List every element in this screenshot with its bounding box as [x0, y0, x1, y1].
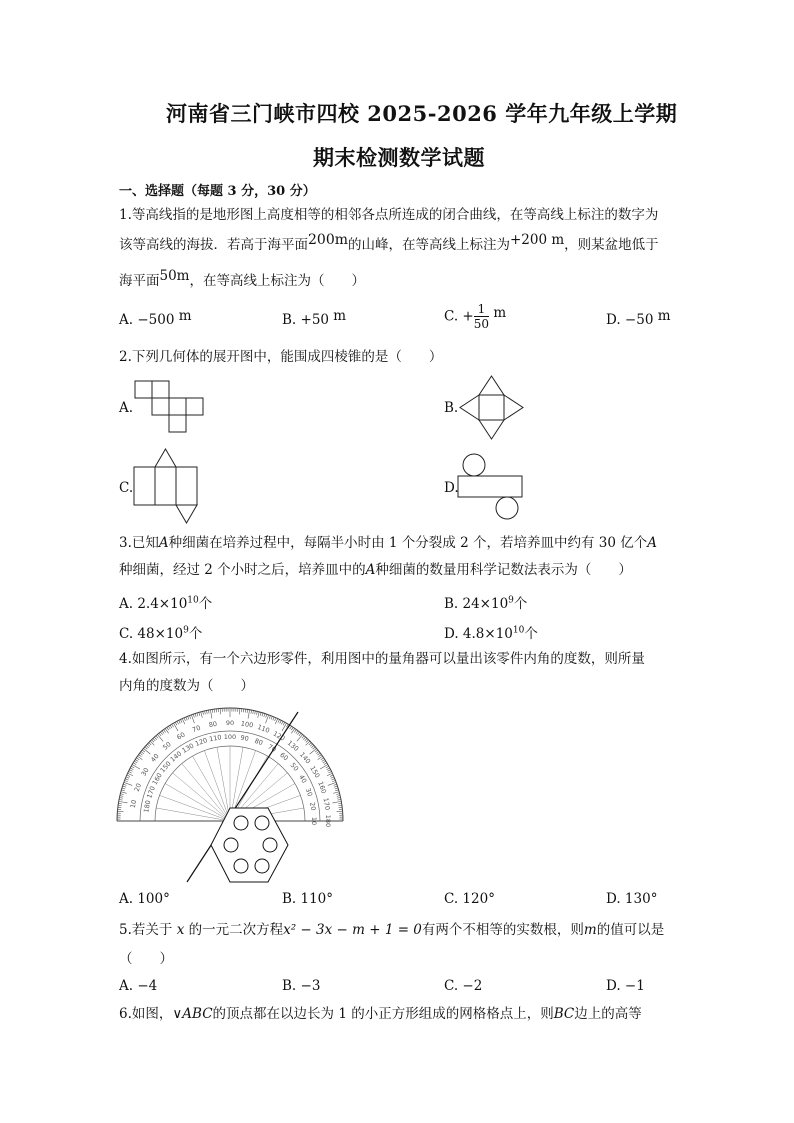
- q1-option-c-unit: m: [493, 304, 507, 321]
- protractor-tick: [305, 738, 307, 741]
- protractor-tick: [269, 716, 270, 719]
- protractor-tick: [121, 792, 127, 794]
- protractor-tick: [119, 798, 122, 799]
- q3-text: 种细菌在培养过程中，每隔半小时由 1 个分裂成 2 个，若培养皿中约有 30 亿个: [168, 535, 648, 551]
- protractor-tick: [273, 717, 274, 720]
- q1-stem-line1: 1.等高线指的是地形图上高度相等的相邻各点所连成的闭合曲线，在等高线上标注的数字为: [119, 207, 659, 223]
- protractor-tick: [121, 790, 124, 791]
- protractor-inner-label: 130: [180, 741, 196, 755]
- protractor-tick: [128, 773, 133, 776]
- q6-text: 边上的高等: [574, 1006, 642, 1022]
- protractor-tick: [315, 750, 318, 752]
- protractor-tick: [164, 730, 166, 733]
- q5-text: 的一元二次方程: [188, 922, 284, 938]
- protractor-tick: [120, 796, 123, 797]
- protractor-tick: [159, 733, 161, 736]
- protractor-inner-label: 180: [142, 799, 153, 814]
- protractor-tick: [126, 777, 129, 778]
- q1-text: ，在等高线上标注为（ ）: [189, 273, 365, 289]
- protractor-tick: [141, 751, 144, 753]
- q2-stem: 2.下列几何体的展开图中，能围成四棱锥的是（ ）: [119, 349, 443, 365]
- protractor-tick: [256, 711, 257, 714]
- protractor-inner-label: 170: [145, 785, 157, 800]
- protractor-tick: [154, 737, 156, 740]
- protractor-outer-label: 140: [298, 750, 313, 766]
- protractor-tick: [330, 775, 333, 776]
- protractor-tick: [332, 801, 341, 803]
- protractor-tick: [311, 745, 314, 747]
- protractor-tick: [319, 755, 322, 757]
- protractor-tick: [177, 721, 179, 724]
- protractor-tick: [322, 759, 325, 761]
- q5-var: m: [583, 922, 597, 938]
- protractor-tick: [182, 719, 185, 724]
- protractor-tick: [337, 796, 340, 797]
- q2-option-d: D.: [444, 480, 459, 496]
- protractor-outer-label: 120: [271, 729, 287, 743]
- protractor-tick: [334, 784, 337, 785]
- q1-height: 200m: [308, 232, 348, 248]
- q5-equation: x² − 3x − m + 1 = 0: [283, 922, 422, 938]
- protractor-outer-label: 30: [139, 766, 151, 778]
- q1-option-b-text: B. +50: [282, 312, 329, 328]
- protractor-outer-label: 10: [128, 799, 139, 809]
- protractor-tick: [180, 719, 182, 722]
- q1-text: 的山峰，在等高线上标注为: [348, 237, 510, 253]
- protractor-tick: [317, 753, 320, 755]
- protractor-tick: [208, 710, 209, 713]
- q3-var: A: [365, 562, 376, 578]
- protractor-tick: [328, 771, 331, 773]
- q1-option-d-unit: m: [657, 308, 671, 324]
- protractor-tick: [309, 743, 312, 745]
- protractor-tick: [310, 748, 317, 754]
- q3-option-a-base: A. 2.4×10: [119, 596, 188, 612]
- q3-option-d-unit: 个: [524, 626, 538, 642]
- q4-option-c: C. 120°: [444, 891, 495, 907]
- protractor-tick: [149, 743, 152, 745]
- protractor-outer-label: 180: [324, 814, 332, 828]
- protractor-outer-label: 80: [208, 719, 218, 730]
- protractor-tick: [199, 712, 200, 715]
- protractor-tick: [310, 744, 313, 746]
- protractor-tick: [320, 765, 328, 770]
- protractor-outer-label: 160: [316, 780, 328, 795]
- protractor-outer-label: 40: [149, 752, 161, 764]
- q5-option-a: A. −4: [119, 978, 158, 994]
- paper-title-line1: 河南省三门峡市四校 2025-2026 学年九年级上学期: [166, 101, 678, 126]
- q3-option-b-base: B. 24×10: [444, 596, 509, 612]
- protractor-tick: [212, 709, 213, 712]
- protractor-tick: [205, 711, 206, 714]
- hexagon-part: [211, 808, 288, 882]
- protractor-tick: [146, 745, 149, 747]
- protractor-tick: [299, 733, 301, 736]
- q1-option-a-unit: m: [178, 308, 192, 324]
- protractor-tick: [264, 714, 265, 717]
- fraction-denominator: 50: [473, 317, 490, 331]
- protractor-tick: [296, 731, 298, 734]
- protractor-tick: [337, 811, 343, 812]
- q2-option-a: A.: [119, 400, 134, 416]
- protractor-tick: [334, 786, 337, 787]
- protractor-tick: [201, 712, 203, 718]
- protractor-tick: [294, 730, 296, 733]
- protractor-tick: [147, 744, 150, 746]
- protractor-inner-label: 110: [208, 733, 223, 744]
- protractor-tick: [251, 710, 252, 713]
- protractor-tick: [313, 747, 316, 749]
- q5-text: 5.若关于: [119, 922, 173, 938]
- q3-text: 3.已知: [119, 535, 159, 551]
- protractor-tick: [119, 801, 128, 803]
- protractor-tick: [193, 714, 194, 717]
- q1-text: ，则某盆地低于: [564, 237, 659, 253]
- protractor-inner-label: 160: [150, 771, 164, 787]
- protractor-outer-label: 100: [240, 719, 254, 730]
- q4-option-b: B. 110°: [282, 891, 334, 907]
- q1-depth: 50m: [159, 268, 190, 284]
- protractor-tick: [197, 713, 198, 716]
- q1-option-b-unit: m: [333, 308, 347, 324]
- protractor-tick: [184, 718, 185, 721]
- protractor-tick: [220, 708, 221, 714]
- protractor-tick: [262, 713, 263, 716]
- protractor-tick: [125, 779, 128, 780]
- protractor-tick: [332, 781, 335, 782]
- protractor-tick: [275, 719, 278, 724]
- protractor-tick: [248, 710, 250, 719]
- protractor-tick: [271, 716, 272, 719]
- protractor-tick: [136, 758, 139, 760]
- q3-text: 种细菌的数量用科学记数法表示为（ ）: [375, 562, 632, 578]
- q3-option-d-base: D. 4.8×10: [444, 626, 513, 642]
- q6-text: 6.如图，: [119, 1006, 173, 1022]
- q3-option-d-exp: 10: [512, 625, 525, 636]
- protractor-outer-label: 110: [256, 723, 271, 735]
- protractor-tick: [203, 711, 204, 714]
- protractor-tick: [275, 718, 276, 721]
- protractor-tick: [332, 779, 335, 780]
- protractor-tick: [168, 726, 170, 729]
- protractor-tick: [326, 766, 329, 768]
- q3-option-c-unit: 个: [188, 626, 203, 642]
- protractor-tick: [283, 722, 285, 725]
- q3-option-b-unit: 个: [513, 596, 528, 612]
- protractor-outer-label: 130: [285, 738, 301, 753]
- protractor-tick: [337, 799, 340, 800]
- protractor-inner-label: 10: [310, 816, 318, 826]
- protractor-tick: [338, 803, 341, 804]
- q3-option-a-unit: 个: [198, 596, 213, 612]
- protractor-tick: [303, 737, 305, 740]
- protractor-inner-label: 70: [266, 742, 278, 754]
- q3-option-b-exp: 9: [508, 595, 514, 606]
- q5-var: x: [176, 922, 185, 938]
- protractor-tick: [133, 763, 136, 765]
- protractor-tick: [153, 738, 155, 741]
- protractor-tick: [172, 724, 174, 727]
- protractor-inner-label: 30: [303, 787, 315, 798]
- protractor-tick: [131, 766, 134, 768]
- q5-option-d: D. −1: [606, 978, 645, 994]
- protractor-tick: [119, 799, 122, 800]
- protractor-tick: [337, 798, 340, 799]
- protractor-tick: [335, 790, 338, 791]
- protractor-tick: [167, 727, 169, 730]
- protractor-tick: [302, 736, 304, 739]
- protractor-tick: [260, 712, 261, 715]
- q6-triangle: ∨ABC: [172, 1006, 213, 1022]
- q5-option-b: B. −3: [282, 978, 321, 994]
- protractor-inner-label: 90: [239, 733, 250, 743]
- protractor-tick: [175, 722, 177, 725]
- q4-stem-line2: 内角的度数为（ ）: [119, 678, 254, 694]
- protractor-tick: [142, 750, 145, 752]
- protractor-tick: [145, 747, 148, 749]
- protractor-tick: [170, 725, 172, 728]
- protractor-tick: [190, 716, 191, 719]
- protractor-tick: [321, 758, 324, 760]
- protractor-tick: [280, 720, 282, 723]
- q1-label: +200 m: [510, 232, 565, 248]
- q4-stem-line1: 4.如图所示，有一个六边形零件，利用图中的量角器可以量出该零件内角的度数，则所量: [119, 651, 645, 667]
- protractor-inner-label: 100: [223, 733, 237, 741]
- protractor-outer-label: 150: [308, 764, 322, 780]
- q3-var: A: [647, 535, 657, 551]
- protractor-tick: [130, 768, 133, 770]
- q6-stem-line1: [119, 1005, 642, 1023]
- protractor-inner-label: 40: [297, 773, 309, 785]
- protractor-tick: [132, 765, 140, 770]
- protractor-tick: [210, 710, 212, 719]
- protractor-inner-label: 120: [194, 736, 209, 748]
- protractor-tick: [162, 731, 164, 734]
- q5-text: 的值可以是: [596, 922, 665, 938]
- protractor-tick: [123, 784, 126, 785]
- protractor-tick: [239, 708, 240, 714]
- protractor-outer-label: 50: [161, 740, 173, 752]
- protractor-inner-label: 140: [168, 749, 184, 764]
- protractor-tick: [118, 803, 121, 804]
- protractor-tick: [290, 726, 292, 729]
- protractor-tick: [207, 710, 208, 713]
- protractor-inner-label: 150: [158, 759, 173, 775]
- protractor-tick: [291, 727, 293, 730]
- protractor-tick: [174, 723, 179, 731]
- q5-text: 有两个不相等的实数根，则: [421, 922, 584, 938]
- q5-option-c: C. −2: [444, 978, 483, 994]
- protractor-tick: [297, 734, 303, 741]
- protractor-tick: [278, 719, 280, 722]
- q3-text: 种细菌，经过 2 个小时之后，培养皿中的: [119, 562, 366, 578]
- protractor-inner-label: 60: [278, 750, 290, 763]
- q5-stem-line2: （ ）: [119, 951, 173, 967]
- q1-text: 海平面: [119, 273, 160, 289]
- protractor-tick: [281, 721, 283, 724]
- protractor-outer-label: 170: [321, 797, 332, 811]
- protractor-tick: [134, 761, 137, 763]
- fraction-numerator: 1: [474, 302, 489, 317]
- protractor-outer-label: 90: [225, 719, 235, 727]
- q2-option-b: B.: [444, 400, 459, 416]
- paper-title-line2: 期末检测数学试题: [313, 145, 485, 170]
- protractor-tick: [135, 759, 138, 761]
- protractor-tick: [336, 794, 339, 795]
- protractor-tick: [139, 755, 142, 757]
- protractor-tick: [331, 777, 334, 778]
- protractor-tick: [129, 770, 132, 772]
- q4-option-d: D. 130°: [606, 891, 658, 907]
- protractor-tick: [122, 788, 125, 789]
- q4-option-a: A. 100°: [119, 891, 170, 907]
- protractor-tick: [335, 788, 338, 789]
- q6-text: 的顶点都在以边长为 1 的小正方形组成的网格格点上，则: [212, 1006, 554, 1022]
- protractor-tick: [328, 770, 331, 772]
- q6-segment: BC: [553, 1006, 575, 1022]
- q3-option-a-exp: 10: [187, 595, 199, 606]
- protractor-tick: [255, 711, 256, 714]
- protractor-tick: [117, 811, 123, 812]
- protractor-tick: [258, 712, 260, 718]
- protractor-tick: [323, 761, 326, 763]
- protractor-tick: [152, 740, 154, 743]
- protractor-tick: [140, 753, 143, 755]
- protractor-inner-label: 50: [288, 761, 301, 773]
- protractor-tick: [179, 720, 181, 723]
- q3-option-c-base: C. 48×10: [119, 626, 184, 642]
- protractor-tick: [316, 751, 319, 753]
- protractor-tick: [297, 732, 299, 735]
- protractor-tick: [157, 734, 163, 741]
- protractor-tick: [327, 773, 332, 776]
- protractor-tick: [186, 717, 187, 720]
- q3-option-c-exp: 9: [183, 625, 189, 636]
- protractor-tick: [143, 748, 150, 754]
- protractor-tick: [123, 786, 126, 787]
- protractor-tick: [156, 736, 158, 739]
- protractor-tick: [306, 740, 308, 743]
- protractor-tick: [160, 732, 162, 735]
- protractor-outer-label: 20: [132, 782, 144, 793]
- q1-option-c-text: C. +: [444, 308, 474, 325]
- q1-option-d-text: D. −50: [606, 312, 654, 328]
- protractor-tick: [253, 710, 254, 713]
- protractor-tick: [125, 781, 128, 782]
- protractor-inner-label: 80: [253, 736, 264, 748]
- section-heading: 一、选择题（每题 3 分，30 分）: [119, 184, 316, 199]
- q1-option-a-text: A. −500: [119, 312, 175, 328]
- q5-stem-line1: [119, 921, 664, 939]
- protractor-tick: [188, 716, 189, 719]
- protractor-tick: [324, 763, 327, 765]
- protractor-tick: [247, 709, 248, 712]
- protractor-outer-label: 70: [191, 723, 202, 735]
- protractor-inner-label: 20: [308, 801, 318, 812]
- protractor-tick: [128, 771, 131, 773]
- q1-text: 该等高线的海拔．若高于海平面: [119, 237, 308, 253]
- protractor-tick: [195, 714, 196, 717]
- protractor-tick: [127, 775, 130, 776]
- q2-option-c: C.: [119, 480, 134, 496]
- q3-var: A: [158, 535, 169, 551]
- protractor-tick: [327, 768, 330, 770]
- protractor-tick: [333, 792, 339, 794]
- protractor-tick: [120, 794, 123, 795]
- protractor-tick: [266, 714, 267, 717]
- protractor-outer-label: 60: [175, 730, 187, 742]
